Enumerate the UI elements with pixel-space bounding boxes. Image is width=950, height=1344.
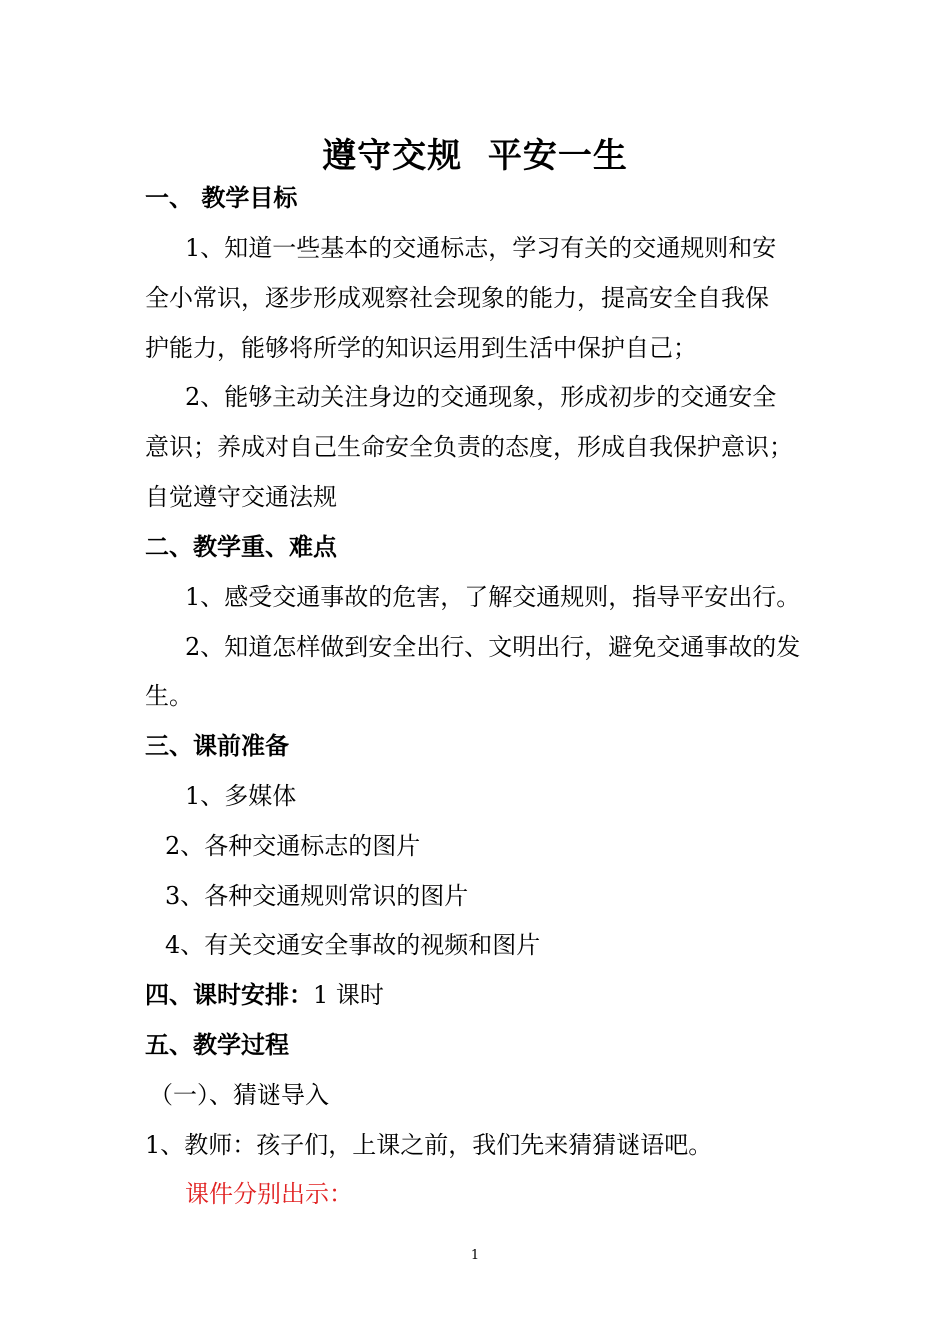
page-number: 1: [470, 1248, 480, 1263]
paragraph-line: 意识；养成对自己生命安全负责的态度，形成自我保护意识；: [145, 433, 793, 461]
paragraph-line: 生。: [145, 682, 193, 710]
subsection-heading: （一）、猜谜导入: [149, 1081, 329, 1109]
list-item: 2、各种交通标志的图片: [165, 832, 421, 860]
schedule-value: 1 课时: [313, 981, 384, 1009]
paragraph-line: 1、知道一些基本的交通标志，学习有关的交通规则和安: [185, 234, 777, 262]
section-heading-process: 五、教学过程: [145, 1030, 289, 1059]
paragraph-line: 1、感受交通事故的危害，了解交通规则，指导平安出行。: [185, 583, 801, 611]
paragraph-line: 全小常识，逐步形成观察社会现象的能力，提高安全自我保: [145, 284, 769, 312]
paragraph-line: 自觉遵守交通法规: [145, 483, 337, 511]
paragraph-line: 1、教师：孩子们，上课之前，我们先来猜猜谜语吧。: [145, 1131, 713, 1159]
list-item: 1、多媒体: [185, 782, 297, 810]
section-schedule: [145, 979, 815, 1011]
paragraph-line: 2、能够主动关注身边的交通现象，形成初步的交通安全: [185, 383, 777, 411]
section-heading-schedule: 四、课时安排：: [145, 980, 313, 1009]
section-heading-keypoints: 二、教学重、难点: [145, 532, 337, 561]
list-item: 3、各种交通规则常识的图片: [165, 882, 469, 910]
highlighted-line: 课件分别出示：: [185, 1180, 353, 1208]
paragraph-line: 护能力，能够将所学的知识运用到生活中保护自己；: [145, 334, 697, 362]
section-heading-goals: 一、 教学目标: [145, 183, 298, 212]
paragraph-line: 2、知道怎样做到安全出行、文明出行，避免交通事故的发: [185, 633, 801, 661]
document-title: 遵守交规 平安一生: [322, 136, 628, 176]
section-heading-preparation: 三、课前准备: [145, 731, 289, 760]
list-item: 4、有关交通安全事故的视频和图片: [165, 931, 541, 959]
